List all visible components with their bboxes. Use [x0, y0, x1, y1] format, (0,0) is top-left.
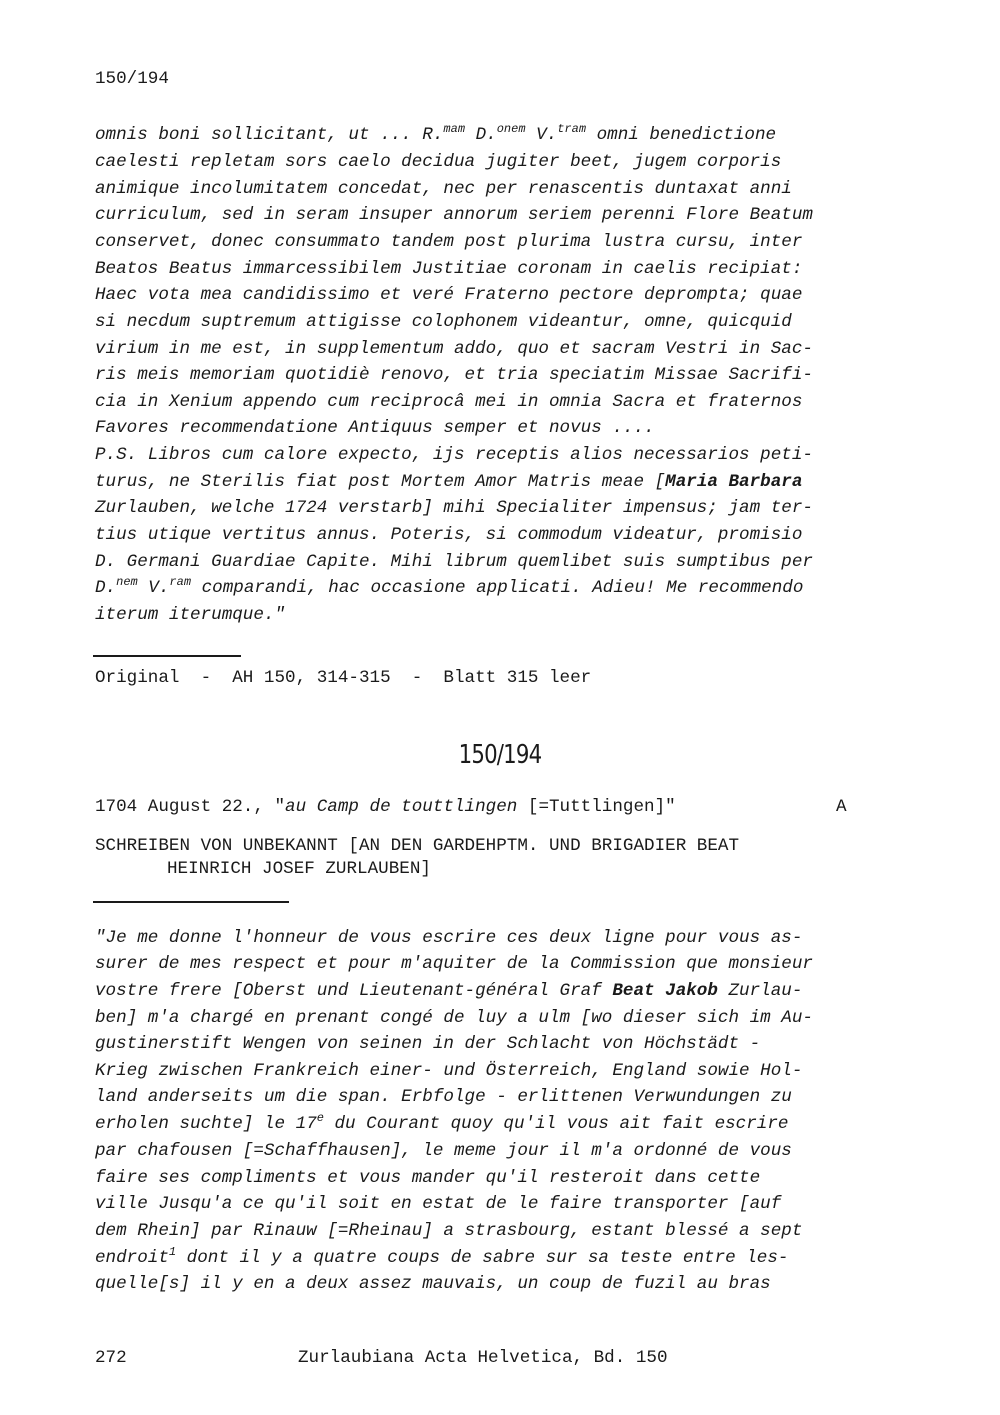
- text-line: faire ses compliments et vous mander qu'il resteroit dans cette: [95, 1168, 761, 1188]
- text-line: ville Jusqu'a ce qu'il soit en estat de le faire transporter [auf: [95, 1194, 782, 1214]
- text-line: turus, ne Sterilis fiat post Mortem Amor Matris meae [Maria Barbara: [95, 472, 803, 492]
- footnote-marker[interactable]: 1: [168, 1245, 177, 1259]
- text-line: D. Germani Guardiae Capite. Mihi librum quemlibet suis sumptibus per: [95, 552, 813, 572]
- text-line: P.S. Libros cum calore expecto, ijs receptis alios necessarios peti-: [95, 445, 813, 465]
- text-line: erholen suchte] le 17e du Courant quoy qu'il vous ait fait escrire: [95, 1111, 789, 1134]
- text-line: si necdum suptremum attigisse colophonem videantur, omne, quicquid: [95, 312, 792, 332]
- text-line: animique incolumitatem concedat, nec per renascentis duntaxat anni: [95, 179, 792, 199]
- text-line: par chafousen [=Schaffhausen], le meme jour il m'a ordonné de vous: [95, 1141, 792, 1161]
- text-line: Haec vota mea candidissimo et veré Fraterno pectore deprompta; quae: [95, 285, 803, 305]
- page-reference: 150/194: [95, 69, 169, 89]
- classification-marker: A: [836, 797, 847, 817]
- publication-title: Zurlaubiana Acta Helvetica, Bd. 150: [298, 1348, 668, 1368]
- text-line: omnis boni sollicitant, ut ... R.$^{mam}$ D.$^{onem}$ V.$^{tram}$ omni benedictione: [95, 122, 777, 145]
- text-line: "Je me donne l'honneur de vous escrire ces deux ligne pour vous as-: [95, 928, 803, 948]
- text-line: ris meis memoriam quotidiè renovo, et tria speciatim Missae Sacrifi-: [95, 365, 813, 385]
- text-line: vostre frere [Oberst und Lieutenant-général Graf Beat Jakob Zurlau-: [95, 981, 803, 1001]
- text-line: curriculum, sed in seram insuper annorum seriem perenni Flore Beatum: [95, 205, 813, 225]
- text-line: Beatos Beatus immarcessibilem Justitiae coronam in caelis recipiat:: [95, 259, 803, 279]
- text-line: land anderseits um die span. Erbfolge - erlittenen Verwundungen zu: [95, 1087, 792, 1107]
- text-line: Favores recommendatione Antiquus semper et novus ....: [95, 418, 655, 438]
- separator-rule: [93, 655, 241, 657]
- text-line: cia in Xenium appendo cum reciprocâ mei in omnia Sacra et fraternos: [95, 392, 803, 412]
- separator-rule: [93, 901, 289, 903]
- text-line: dem Rhein] par Rinauw [=Rheinau] a strasbourg, estant blessé a sept: [95, 1221, 803, 1241]
- text-line: Zurlauben, welche 1724 verstarb] mihi Specialiter impensus; jam ter-: [95, 498, 813, 518]
- document-heading: 150/194: [458, 740, 542, 770]
- document-title-line: HEINRICH JOSEF ZURLAUBEN]: [167, 859, 431, 879]
- document-title-line: SCHREIBEN VON UNBEKANNT [AN DEN GARDEHPTM. UND BRIGADIER BEAT: [95, 836, 740, 856]
- date-line: 1704 August 22., "au Camp de touttlingen [=Tuttlingen]": [95, 797, 676, 817]
- text-line: D.$^{nem}$ V.$^{ram}$ comparandi, hac occasione applicati. Adieu! Me recommendo: [95, 575, 804, 598]
- text-line: virium in me est, in supplementum addo, quo et sacram Vestri in Sac-: [95, 339, 813, 359]
- text-line: gustinerstift Wengen von seinen in der Schlacht von Höchstädt -: [95, 1034, 761, 1054]
- text-line: endroit$^1$ dont il y a quatre coups de sabre sur sa teste entre les-: [95, 1245, 789, 1268]
- text-line: surer de mes respect et pour m'aquiter de la Commission que monsieur: [95, 954, 813, 974]
- text-line: tius utique vertitus annus. Poteris, si commodum videatur, promisio: [95, 525, 803, 545]
- person-name: Beat Jakob: [612, 981, 718, 1001]
- source-note: Original - AH 150, 314-315 - Blatt 315 leer: [95, 668, 592, 688]
- text-line: Krieg zwischen Frankreich einer- und Österreich, England sowie Hol-: [95, 1061, 803, 1081]
- page-number: 272: [95, 1348, 127, 1368]
- text-line: ben] m'a chargé en prenant congé de luy a ulm [wo dieser sich im Au-: [95, 1008, 813, 1028]
- text-line: iterum iterumque.": [95, 605, 286, 625]
- text-line: caelesti repletam sors caelo decidua jugiter beet, jugem corporis: [95, 152, 782, 172]
- person-name: Maria Barbara: [665, 472, 803, 492]
- text-line: quelle[s] il y en a deux assez mauvais, un coup de fuzil au bras: [95, 1274, 771, 1294]
- text-line: conservet, donec consummato tandem post plurima lustra cursu, inter: [95, 232, 803, 252]
